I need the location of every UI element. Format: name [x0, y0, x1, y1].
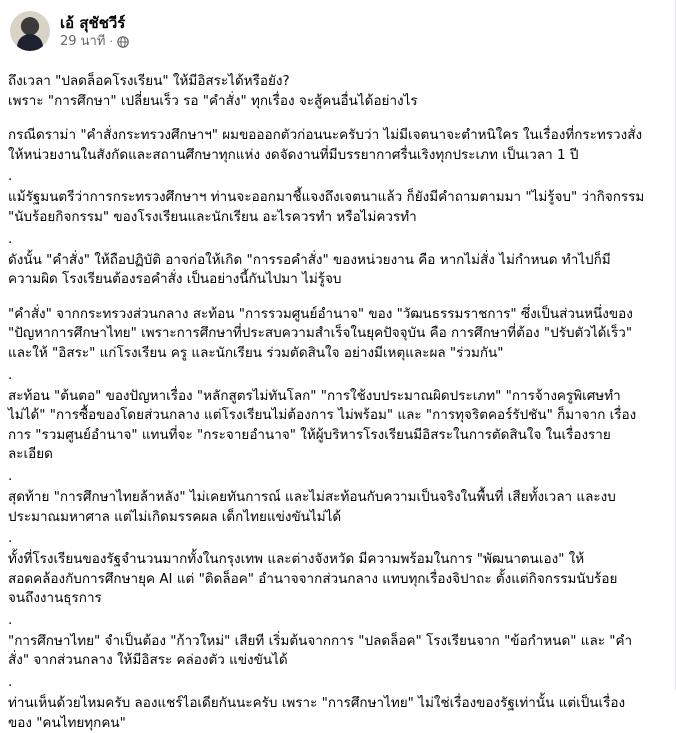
paragraph-separator-dot: .	[8, 230, 13, 247]
paragraph-separator-dot: .	[8, 611, 13, 628]
post-header-text	[60, 13, 129, 51]
meta-separator: ·	[109, 35, 113, 48]
post-paragraph: ถึงเวลา "ปลดล็อคโรงเรียน" ให้มีอิสระได้หรือยัง? เพราะ "การศึกษา" เปลี่ยนเร็ว รอ "คำสั่ง" ทุกเรื่อง จะสู้คนอื่นได้อย่างไร	[8, 73, 418, 109]
globe-icon[interactable]	[117, 36, 129, 48]
paragraph-separator-dot: .	[8, 530, 13, 547]
post-paragraph: "การศึกษาไทย" จำเป็นต้อง "ก้าวใหม่" เสียที เริ่มต้นจากการ "ปลดล็อค" โรงเรียนจาก "ข้อกำหนด" และ "คำ สั่ง" จากส่วนกลาง ให้มีอิสระ คล่องตัว แข่งขันได้	[8, 632, 633, 669]
post-paragraph: "คำสั่ง" จากกระทรวงส่วนกลาง สะท้อน "การรวมศูนย์อำนาจ" ของ "วัฒนธรรมราชการ" ซึ่งเป็นส่วนหนึ่งของ "ปัญหาการศึกษาไทย" เพราะการศึกษาที่ประสบความสำเร็จในยุคปัจจุบัน คือ การศึกษาที่ต้อง "ปรับตัวได้เร็ว" และให้ "อิสระ" แก่โรงเรียน ครู และนักเรียน ร่วมตัดสินใจ อย่างมีเหตุและผล "ร่วมกัน"	[8, 305, 633, 361]
post-paragraph: สะท้อน "ต้นตอ" ของปัญหาเรื่อง "หลักสูตรไม่ทันโลก" "การใช้งบประมาณผิดประเภท" "การจ้างครูพิเศษทำ ไม่ได้" "การซื้อของโดยส่วนกลาง แต่โรงเรียนไม่ต้องการ ไม่พร้อม" และ "การทุจริตคอร์รัปชัน" ก็มาจาก เรื่อง การ "รวมศูนย์อำนาจ" แทนที่จะ "กระจายอำนาจ" ให้ผู้บริหารโรงเรียนมีอิสระในการตัดสินใจ ในเรื่องราย ละเอียด	[8, 387, 637, 463]
post-meta	[60, 33, 129, 51]
post-paragraph: ทั้งที่โรงเรียนของรัฐจำนวนมากทั้งในกรุงเทพ และต่างจังหวัด มีความพร้อมในการ "พัฒนาตนเอง" ให้ สอดคล้องกับการศึกษายุค AI แต่ "ติดล็อค" อำนาจจากส่วนกลาง แทบทุกเรื่องจิปาถะ ตั้งแต่กิจกรรมนับร้อย จนถึงงานธุรการ	[8, 551, 618, 607]
paragraph-separator-dot: .	[8, 366, 13, 383]
paragraph-separator-dot: .	[8, 467, 13, 484]
author-avatar[interactable]	[10, 11, 50, 51]
post-paragraph: ท่านเห็นด้วยไหมครับ ลองแชร์ไอเดียกันนะครับ เพราะ "การศึกษาไทย" ไม่ใช่เรื่องของรัฐเท่านั้น แต่เป็นเรื่อง ของ "คนไทยทุกคน"	[8, 695, 626, 731]
post-paragraph: สุดท้าย "การศึกษาไทยล้าหลัง" ไม่เคยทันการณ์ และไม่สะท้อนกับความเป็นจริงในพื้นที่ เสียทั้งเวลา และงบ ประมาณมหาศาล แต่ไม่เกิดมรรคผล เด็กไทยแข่งขันไม่ได้	[8, 488, 616, 525]
post-paragraph: ดังนั้น "คำสั่ง" ให้ถือปฏิบัติ อาจก่อให้เกิด "การรอคำสั่ง" ของหน่วยงาน คือ หากไม่สั่ง ไม่กำหนด ทำไปก็มี ความผิด โรงเรียนต้องรอคำสั่ง เป็นอย่างนี้กันไปมา ไม่รู้จบ	[8, 251, 611, 288]
post-timestamp[interactable]: 29 นาที	[60, 34, 106, 49]
author-name[interactable]: เอ้ สุชัชวีร์	[60, 14, 126, 32]
paragraph-gap	[8, 290, 659, 305]
paragraph-separator-dot: .	[8, 674, 13, 691]
post-header	[8, 0, 667, 58]
post-body	[8, 58, 667, 733]
paragraph-gap	[8, 111, 659, 126]
paragraph-separator-dot: .	[8, 168, 13, 185]
post-paragraph: กรณีดราม่า "คำสั่งกระทรวงศึกษาฯ" ผมขอออกตัวก่อนนะครับว่า ไม่มีเจตนาจะตำหนิใคร ในเรื่องที่กระทรวงสั่ง ให้หน่วยงานในสังกัดและสถานศึกษาทุกแห่ง งดจัดงานที่มีบรรยากาศรื่นเริงทุกประเภท เป็นเวลา 1 ปี	[8, 127, 643, 163]
post-paragraph: แม้รัฐมนตรีว่าการกระทรวงศึกษาฯ ท่านจะออกมาชี้แจงถึงเจตนาแล้ว ก็ยังมีคำถามตามมา "ไม่รู้จบ" ว่ากิจกรรม "นับร้อยกิจกรรม" ของโรงเรียนและนักเรียน อะไรควรทำ หรือไม่ควรทำ	[8, 189, 645, 225]
